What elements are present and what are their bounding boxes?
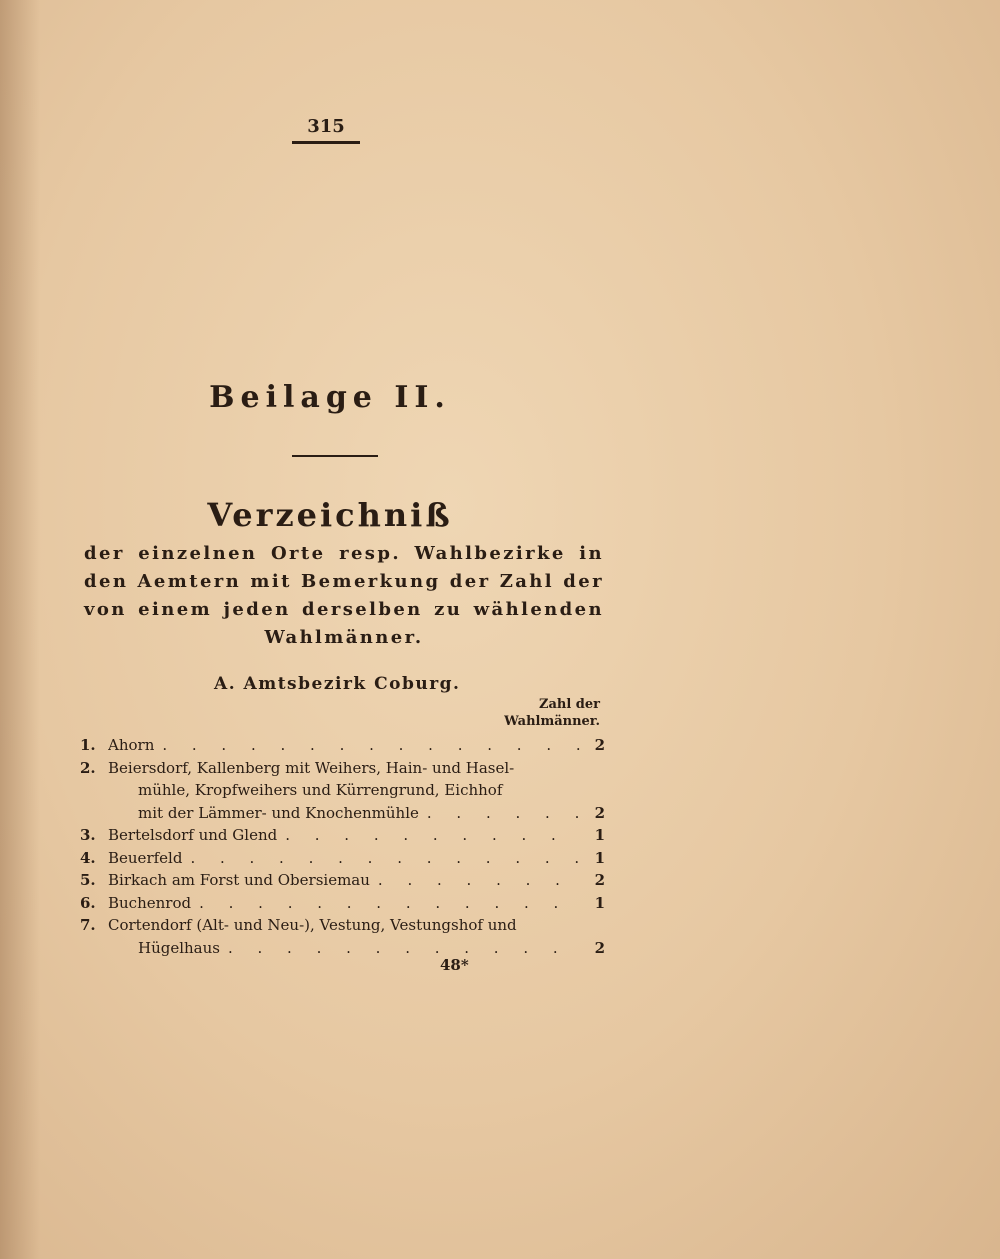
entry-text: Hügelhaus: [138, 938, 220, 957]
entry-number: 5.: [80, 871, 96, 889]
entry-number: 1.: [80, 736, 96, 754]
entry-number: 4.: [80, 848, 96, 867]
leader-dots: [182, 847, 581, 870]
list-item: [80, 734, 605, 757]
entry-text: Cortendorf (Alt- und Neu-), Vestung, Vestungshof und: [108, 916, 517, 934]
entry-list: [80, 734, 605, 959]
appendix-heading: Beilage II.: [209, 380, 451, 415]
entry-count: 1: [594, 848, 605, 867]
page-number-rule: [292, 141, 360, 144]
section-heading: A. Amtsbezirk Coburg.: [214, 674, 461, 694]
document-subtitle: der einzelnen Orte resp. Wahlbezirke in den Aemtern mit Bemerkung der Zahl der von einem jeden derselben zu wählenden Wahlmänner.: [84, 543, 604, 648]
list-item: [80, 824, 605, 847]
entry-count: 1: [594, 893, 605, 912]
entry-count: 2: [594, 736, 605, 754]
column-header-line-1: Zahl der: [538, 697, 600, 712]
entry-text: Birkach am Forst und Obersiemau: [108, 871, 370, 889]
entry-text: Bertelsdorf und Glend: [108, 826, 278, 844]
list-item: [80, 892, 605, 915]
document-title: Verzeichniß: [207, 496, 453, 534]
leader-dots: [154, 734, 581, 757]
entry-text: mühle, Kropfweihers und Kürrengrund, Eichhof: [138, 781, 503, 799]
leader-dots: [277, 824, 581, 847]
leader-dots: [370, 869, 581, 892]
signature-mark: 48*: [440, 956, 469, 974]
list-item: [80, 757, 605, 825]
entry-number: 2.: [80, 758, 96, 777]
leader-dots: [220, 937, 581, 960]
leader-dots: [419, 802, 581, 825]
entry-text: Buchenrod: [108, 893, 192, 912]
heading-rule: [292, 455, 378, 457]
entry-number: 7.: [80, 916, 96, 934]
entry-number: 3.: [80, 826, 96, 844]
entry-count: 1: [594, 826, 605, 844]
list-item: [80, 869, 605, 892]
entry-text: Ahorn: [108, 736, 155, 754]
entry-text: Beuerfeld: [108, 848, 183, 867]
entry-text: Beiersdorf, Kallenberg mit Weihers, Hain- und Hasel-: [108, 758, 515, 777]
entry-text: mit der Lämmer- und Knochenmühle: [138, 803, 419, 822]
list-item: [80, 914, 605, 959]
column-header: [500, 696, 600, 730]
leader-dots: [191, 892, 581, 915]
column-header-line-2: Wahlmänner.: [504, 714, 600, 729]
entry-number: 6.: [80, 893, 96, 912]
entry-count: 2: [594, 871, 605, 889]
entry-count: 2: [594, 803, 605, 822]
list-item: [80, 847, 605, 870]
entry-count: 2: [594, 938, 605, 957]
page-number: 315: [307, 116, 345, 137]
page-edge-shadow: [0, 0, 40, 1259]
